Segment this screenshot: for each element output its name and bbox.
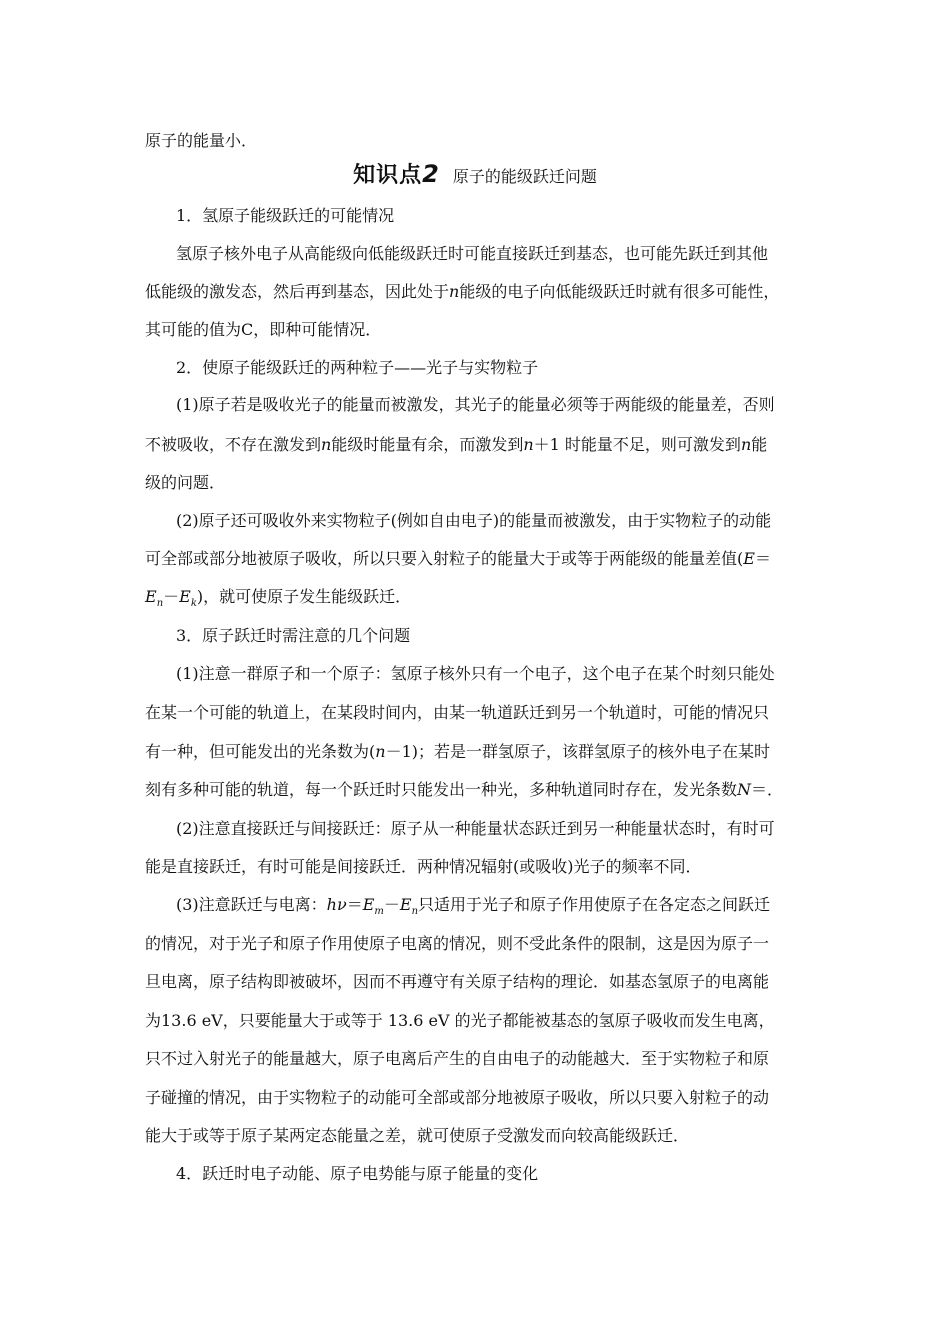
paragraph-line: (3)注意跃迁与电离：$h\nu=E_m-E_n$只适用于光子和原子作用使原子在各定态之间跃迁: [176, 895, 771, 918]
paragraph-line: 低能级的激发态，然后再到基态，因此处于n能级的电子向低能级跃迁时就有很多可能性，: [145, 282, 780, 301]
section-title: 原子的能级跃迁问题: [452, 167, 597, 186]
paragraph-line: 只不过入射光子的能量越大，原子电离后产生的自由电子的动能越大．至于实物粒子和原: [145, 1049, 770, 1068]
paragraph-line: 其可能的值为C，即种可能情况．: [145, 320, 382, 339]
paragraph-line: 为13.6 eV，只要能量大于或等于 13.6 eV 的光子都能被基态的氢原子吸收而发生电离，: [145, 1011, 775, 1030]
s2-heading: 2．使原子能级跃迁的两种粒子——光子与实物粒子: [176, 358, 539, 377]
paragraph-line: 旦电离，原子结构即被破坏，因而不再遵守有关原子结构的理论．如基态氢原子的电离能: [145, 972, 770, 991]
paragraph-line: 刻有多种可能的轨道，每一个跃迁时只能发出一种光，多种轨道同时存在，发光条数N＝．: [145, 780, 784, 799]
paragraph-line: 不被吸收，不存在激发到n能级时能量有余，而激发到n＋1 时能量不足，则可激发到n能: [145, 435, 768, 454]
paragraph-line: (2)注意直接跃迁与间接跃迁：原子从一种能量状态跃迁到另一种能量状态时，有时可: [176, 819, 775, 838]
paragraph-line: (1)原子若是吸收光子的能量而被激发，其光子的能量必须等于两能级的能量差，否则: [176, 395, 775, 414]
paragraph-line: 的情况，对于光子和原子作用使原子电离的情况，则不受此条件的限制，这是因为原子一: [145, 934, 770, 953]
paragraph-line: 在某一个可能的轨道上，在某段时间内，由某一轨道跃迁到另一个轨道时，可能的情况只: [145, 703, 770, 722]
s4-heading: 4．跃迁时电子动能、原子电势能与原子能量的变化: [176, 1164, 539, 1183]
section-number: 2: [422, 160, 439, 188]
paragraph-line: (1)注意一群原子和一个原子：氢原子核外只有一个电子，这个电子在某个时刻只能处: [176, 664, 775, 683]
paragraph-line: 级的问题．: [145, 473, 226, 492]
paragraph-line: (2)原子还可吸收外来实物粒子(例如自由电子)的能量而被激发，由于实物粒子的动能: [176, 511, 772, 530]
paragraph-line: 能是直接跃迁，有时可能是间接跃迁．两种情况辐射(或吸收)光子的频率不同．: [145, 857, 702, 876]
paragraph-line: 有一种，但可能发出的光条数为(n－1)；若是一群氢原子，该群氢原子的核外电子在某时: [145, 742, 770, 761]
intro-line: 原子的能量小．: [145, 131, 258, 150]
paragraph-line: 能大于或等于原子某两定态能量之差，就可使原子受激发而向较高能级跃迁．: [145, 1126, 690, 1145]
section-label: 知识点: [353, 163, 423, 188]
paragraph-line: 子碰撞的情况，由于实物粒子的动能可全部或部分地被原子吸收，所以只要入射粒子的动: [145, 1088, 770, 1107]
paragraph-line: $E_n-E_k$)，就可使原子发生能级跃迁．: [145, 587, 412, 610]
paragraph-line: 可全部或部分地被原子吸收，所以只要入射粒子的能量大于或等于两能级的能量差值(E＝: [145, 549, 771, 568]
s3-heading: 3．原子跃迁时需注意的几个问题: [176, 626, 411, 645]
s1-heading: 1．氢原子能级跃迁的可能情况: [176, 206, 395, 225]
paragraph-line: 氢原子核外电子从高能级向低能级跃迁时可能直接跃迁到基态，也可能先跃迁到其他: [176, 244, 769, 263]
section-heading: [0, 158, 950, 189]
